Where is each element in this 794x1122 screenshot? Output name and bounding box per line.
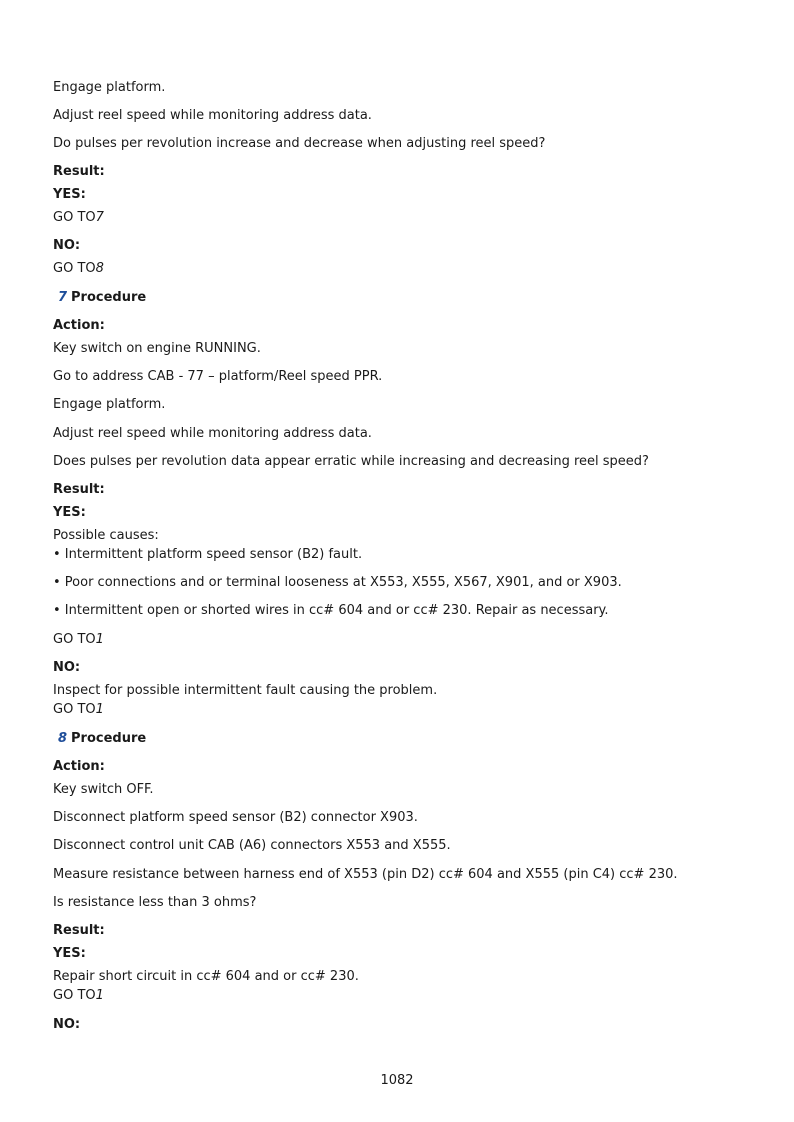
goto-link[interactable]: 1 (95, 632, 104, 647)
step-text: Adjust reel speed while monitoring address data. (53, 426, 372, 441)
goto-line (53, 261, 104, 277)
step-text: Disconnect platform speed sensor (B2) connector X903. (53, 810, 418, 825)
action-heading: Action: (53, 759, 105, 774)
goto-link[interactable]: 7 (95, 210, 104, 225)
procedure-heading-7 (53, 290, 146, 306)
procedure-number: 7 (57, 290, 67, 305)
goto-line (53, 210, 104, 226)
step-text: Engage platform. (53, 80, 166, 95)
procedure-number: 8 (57, 731, 67, 746)
page-number: 1082 (380, 1073, 414, 1088)
goto-line (53, 988, 104, 1004)
possible-causes-label: Possible causes: (53, 528, 159, 543)
goto-label: GO TO (53, 702, 96, 717)
step-text: Measure resistance between harness end of X553 (pin D2) cc# 604 and X555 (pin C4) cc# 230. (53, 867, 678, 882)
goto-link[interactable]: 1 (95, 988, 104, 1003)
document-page (53, 0, 753, 1122)
no-heading: NO: (53, 1017, 81, 1032)
goto-label: GO TO (53, 632, 96, 647)
no-heading: NO: (53, 238, 81, 253)
cause-item: • Intermittent platform speed sensor (B2) fault. (53, 547, 363, 562)
no-heading: NO: (53, 660, 81, 675)
action-heading: Action: (53, 318, 105, 333)
goto-line (53, 702, 104, 718)
goto-label: GO TO (53, 988, 96, 1003)
step-text: Disconnect control unit CAB (A6) connectors X553 and X555. (53, 838, 451, 853)
step-text: Adjust reel speed while monitoring address data. (53, 108, 372, 123)
no-text: Inspect for possible intermittent fault causing the problem. (53, 683, 438, 698)
step-text: Key switch on engine RUNNING. (53, 341, 261, 356)
cause-item: • Poor connections and or terminal looseness at X553, X555, X567, X901, and or X903. (53, 575, 622, 590)
result-heading: Result: (53, 482, 105, 497)
cause-item: • Intermittent open or shorted wires in cc# 604 and or cc# 230. Repair as necessary. (53, 603, 609, 618)
yes-heading: YES: (53, 187, 86, 202)
procedure-title: Procedure (71, 731, 147, 746)
goto-link[interactable]: 1 (95, 702, 104, 717)
question-text: Is resistance less than 3 ohms? (53, 895, 257, 910)
procedure-heading-8 (53, 731, 146, 747)
yes-heading: YES: (53, 505, 86, 520)
goto-link[interactable]: 8 (95, 261, 104, 276)
question-text: Do pulses per revolution increase and decrease when adjusting reel speed? (53, 136, 546, 151)
procedure-title: Procedure (71, 290, 147, 305)
goto-label: GO TO (53, 261, 96, 276)
goto-line (53, 632, 104, 648)
result-heading: Result: (53, 164, 105, 179)
yes-heading: YES: (53, 946, 86, 961)
goto-label: GO TO (53, 210, 96, 225)
yes-text: Repair short circuit in cc# 604 and or cc# 230. (53, 969, 359, 984)
question-text: Does pulses per revolution data appear erratic while increasing and decreasing reel speed? (53, 454, 649, 469)
step-text: Engage platform. (53, 397, 166, 412)
result-heading: Result: (53, 923, 105, 938)
step-text: Key switch OFF. (53, 782, 154, 797)
step-text: Go to address CAB - 77 – platform/Reel speed PPR. (53, 369, 383, 384)
